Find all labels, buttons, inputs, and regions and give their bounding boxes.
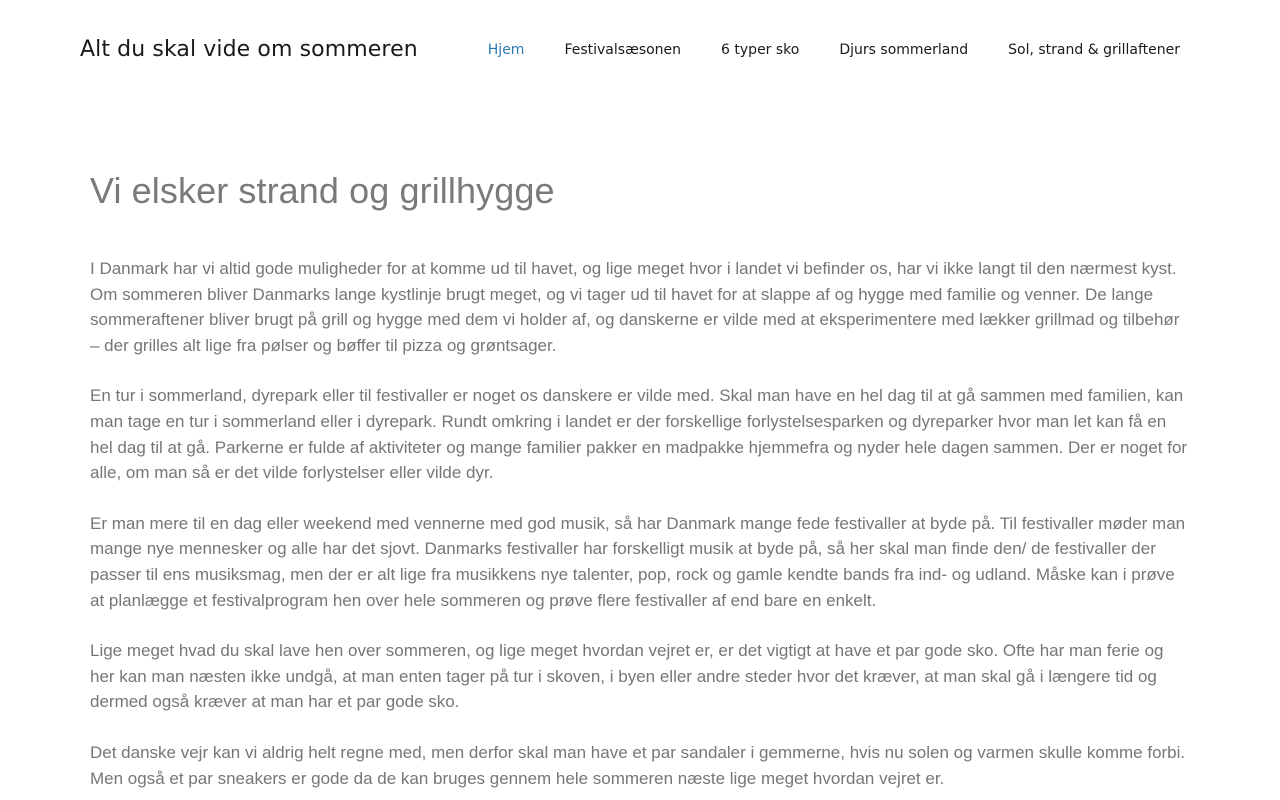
nav-item-djurs-sommerland[interactable]: Djurs sommerland xyxy=(839,42,969,58)
paragraph-sommerland: En tur i sommerland, dyrepark eller til festivaller er noget os danskere er vilde med. Skal man have en hel dag til at gå sammen med familien, kan man tage en tur i sommerland eller i dyrepark. Rundt omkring i landet er der forskellige forlystelsesparken og dyreparker hvor man let kan få en hel dag til at gå. Parkerne er fulde af aktiviteter og mange familier pakker en madpakke hjemmefra og nyder hele dagen sammen. Der er noget for alle, om man så er det vilde forlystelser eller vilde dyr. xyxy=(90,386,1188,483)
site-title[interactable]: Alt du skal vide om sommeren xyxy=(80,37,418,62)
main-navigation xyxy=(488,40,1180,60)
main-content xyxy=(90,168,1190,800)
page-title: Vi elsker strand og grillhygge xyxy=(90,170,555,211)
nav-item-6-typer-sko[interactable]: 6 typer sko xyxy=(721,42,800,58)
nav-item-hjem[interactable]: Hjem xyxy=(487,42,525,58)
paragraph-intro: I Danmark har vi altid gode muligheder for at komme ud til havet, og lige meget hvor i landet vi befinder os, har vi ikke langt til den nærmest kyst. Om sommeren bliver Danmarks lange kystlinje brugt meget, og vi tager ud til havet for at slappe af og hygge med familie og venner. De lange sommeraftener bliver brugt på grill og hygge med dem vi holder af, og danskerne er vilde med at eksperimentere med lækker grillmad og tilbehør – der grilles alt lige fra pølser og bøffer til pizza og grøntsager. xyxy=(90,259,1180,355)
paragraph-sko: Lige meget hvad du skal lave hen over sommeren, og lige meget hvordan vejret er, er det vigtigt at have et par gode sko. Ofte har man ferie og her kan man næsten ikke undgå, at man enten tager på tur i skoven, i byen eller andre steder hvor det kræver, at man skal gå i længere tid og dermed også kræver at man har et par gode sko. xyxy=(90,641,1164,712)
nav-item-festivalsaesonen[interactable]: Festivalsæsonen xyxy=(564,42,682,58)
paragraph-festivaller: Er man mere til en dag eller weekend med vennerne med god musik, så har Danmark mange fede festivaller at byde på. Til festivaller møder man mange nye mennesker og alle har det sjovt. Danmarks festivaller har forskelligt musik at byde på, så her skal man finde den/ de festivaller der passer til ens musiksmag, men der er alt lige fra musikkens nye talenter, pop, rock og gamle kendte bands fra ind- og udland. Måske kan i prøve at planlægge et festivalprogram hen over hele sommeren og prøve flere festivaller af end bare en enkelt. xyxy=(90,513,1186,610)
site-header xyxy=(0,0,1280,100)
nav-item-sol-strand-grillaftener[interactable]: Sol, strand & grillaftener xyxy=(1008,42,1180,58)
paragraph-vejr: Det danske vejr kan vi aldrig helt regne med, men derfor skal man have et par sandaler i gemmerne, hvis nu solen og varmen skulle komme forbi. Men også et par sneakers er gode da de kan bruges gennem hele sommeren næste lige meget hvordan vejret er. xyxy=(90,742,1186,788)
